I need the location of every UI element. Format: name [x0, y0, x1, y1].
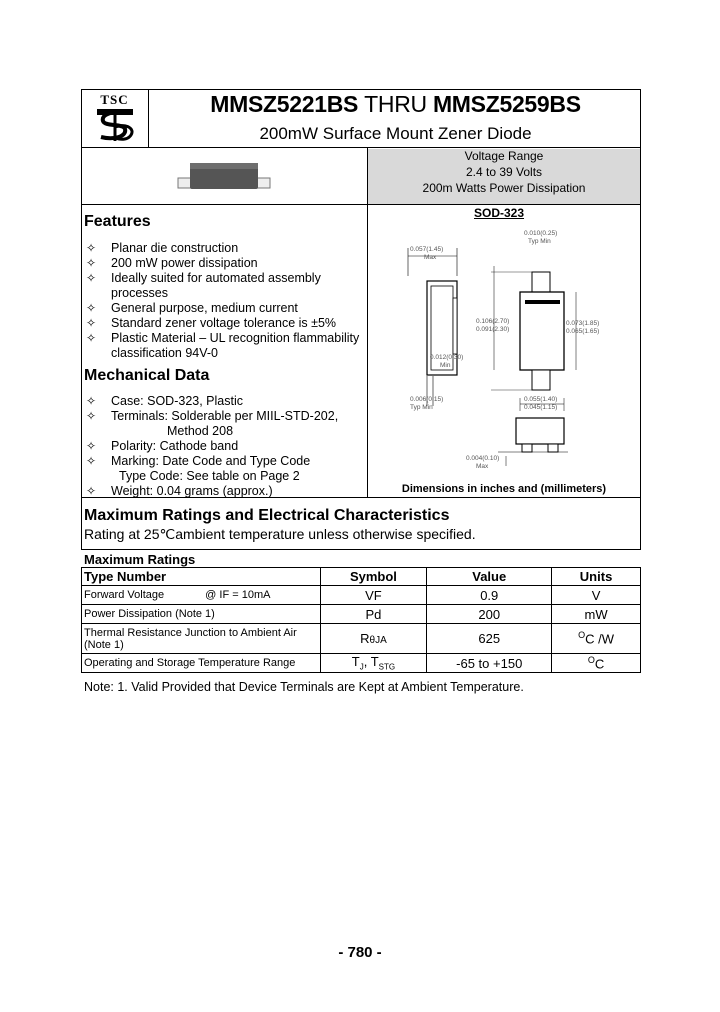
- units-cell: V: [552, 586, 641, 605]
- bullet-icon: ✧: [86, 454, 97, 468]
- value-cell: 0.9: [427, 586, 552, 605]
- list-item: ✧ Marking: Date Code and Type Code: [86, 454, 311, 468]
- list-item: ✧ Polarity: Cathode band: [86, 439, 239, 453]
- list-item: processes: [111, 286, 168, 300]
- list-item: ✧ Weight: 0.04 grams (approx.): [86, 484, 273, 498]
- package-title: SOD-323: [474, 206, 525, 220]
- symbol-cell: RθJA: [320, 624, 427, 654]
- mechanical-list: [86, 394, 366, 499]
- col-header: Value: [427, 568, 552, 586]
- dim-label: 0.106(2.70): [476, 318, 510, 325]
- dim-label: Typ Min: [528, 238, 551, 245]
- value-cell: 200: [427, 605, 552, 624]
- param-cell: Power Dissipation (Note 1): [82, 605, 321, 624]
- col-header: Units: [552, 568, 641, 586]
- list-item: ✧ 200 mW power dissipation: [86, 256, 258, 270]
- bullet-icon: ✧: [86, 271, 97, 285]
- list-item: classification 94V-0: [111, 346, 219, 360]
- value-cell: 625: [427, 624, 552, 654]
- ratings-table: [81, 567, 641, 673]
- logo-text: TSC: [100, 92, 129, 107]
- dim-label: 0.073(1.85): [566, 320, 600, 327]
- bullet-icon: ✧: [86, 241, 97, 255]
- part-end: MMSZ5259BS: [432, 91, 581, 117]
- bullet-icon: ✧: [86, 316, 97, 330]
- page-title: [150, 91, 641, 118]
- page-subtitle: 200mW Surface Mount Zener Diode: [259, 124, 532, 143]
- bullet-icon: ✧: [86, 301, 97, 315]
- page-number: - 780 -: [338, 944, 382, 961]
- table-caption: Maximum Ratings: [84, 552, 196, 567]
- symbol-cell: VF: [320, 586, 427, 605]
- dim-label: 0.006(0.15): [410, 396, 444, 403]
- bullet-icon: ✧: [86, 409, 97, 423]
- bullet-icon: ✧: [86, 484, 97, 498]
- table-row: [82, 654, 641, 673]
- list-item: Type Code: See table on Page 2: [119, 469, 300, 483]
- footnote: Note: 1. Valid Provided that Device Terminals are Kept at Ambient Temperature.: [84, 680, 524, 694]
- part-start: MMSZ5221BS: [210, 91, 359, 117]
- dim-label: 0.045(1.15): [524, 404, 558, 411]
- col-header: Type Number: [82, 568, 321, 586]
- voltage-range-value: 2.4 to 39 Volts: [465, 165, 543, 179]
- features-list: [86, 241, 366, 361]
- list-item: ✧ Standard zener voltage tolerance is ±5%: [86, 316, 337, 330]
- list-item: ✧ Ideally suited for automated assembly: [86, 271, 321, 285]
- component-photo: [176, 161, 276, 193]
- table-row: [82, 586, 641, 605]
- dim-label: 0.012(0.30): [430, 354, 464, 361]
- list-item: Method 208: [167, 424, 234, 438]
- table-row: [82, 624, 641, 654]
- dim-label: Min: [440, 362, 451, 369]
- dim-label: 0.065(1.65): [566, 328, 600, 335]
- table-row: [82, 605, 641, 624]
- table-header-row: [82, 568, 641, 586]
- features-heading: Features: [84, 213, 151, 230]
- list-item: ✧ Plastic Material – UL recognition flammability: [86, 331, 360, 345]
- units-cell: $^O$C /W: [552, 624, 641, 654]
- dim-label: 0.004(0.10): [466, 455, 500, 462]
- units-cell: mW: [552, 605, 641, 624]
- dim-label: Max: [424, 254, 437, 261]
- logo-mark-icon: [93, 107, 137, 143]
- dim-label: 0.055(1.40): [524, 396, 558, 403]
- company-logo: [81, 89, 149, 148]
- mechanical-heading: Mechanical Data: [84, 367, 210, 384]
- units-cell: $^O$C: [552, 654, 641, 673]
- dimensions-caption: Dimensions in inches and (millimeters): [401, 483, 607, 495]
- dim-label: Max: [476, 463, 489, 470]
- dim-label: 0.010(0.25): [524, 230, 558, 237]
- max-ratings-subtitle: Rating at 25℃ambient temperature unless otherwise specified.: [84, 526, 476, 542]
- bullet-icon: ✧: [86, 439, 97, 453]
- dim-label: 0.091(2.30): [476, 326, 510, 333]
- param-cell: Operating and Storage Temperature Range: [82, 654, 321, 673]
- bullet-icon: ✧: [86, 331, 97, 345]
- dim-label: 0.057(1.45): [410, 246, 444, 253]
- symbol-cell: Pd: [320, 605, 427, 624]
- dim-label: Typ Min: [410, 404, 433, 411]
- power-dissipation-label: 200m Watts Power Dissipation: [422, 181, 586, 195]
- bullet-icon: ✧: [86, 256, 97, 270]
- max-ratings-title: Maximum Ratings and Electrical Characteristics: [84, 507, 450, 524]
- param-cell: Thermal Resistance Junction to Ambient Air (Note 1): [82, 624, 321, 654]
- list-item: ✧ General purpose, medium current: [86, 301, 298, 315]
- bullet-icon: ✧: [86, 394, 97, 408]
- voltage-range-label: Voltage Range: [464, 149, 544, 163]
- param-cell: Forward Voltage @ IF = 10mA: [82, 586, 321, 605]
- value-cell: -65 to +150: [427, 654, 552, 673]
- col-header: Symbol: [320, 568, 427, 586]
- thru-word: THRU: [364, 91, 427, 117]
- list-item: ✧ Case: SOD-323, Plastic: [86, 394, 243, 408]
- symbol-cell: $T_J$, $T_{STG}$: [320, 654, 427, 673]
- list-item: ✧ Terminals: Solderable per MIIL-STD-202,: [86, 409, 339, 423]
- list-item: ✧ Planar die construction: [86, 241, 239, 255]
